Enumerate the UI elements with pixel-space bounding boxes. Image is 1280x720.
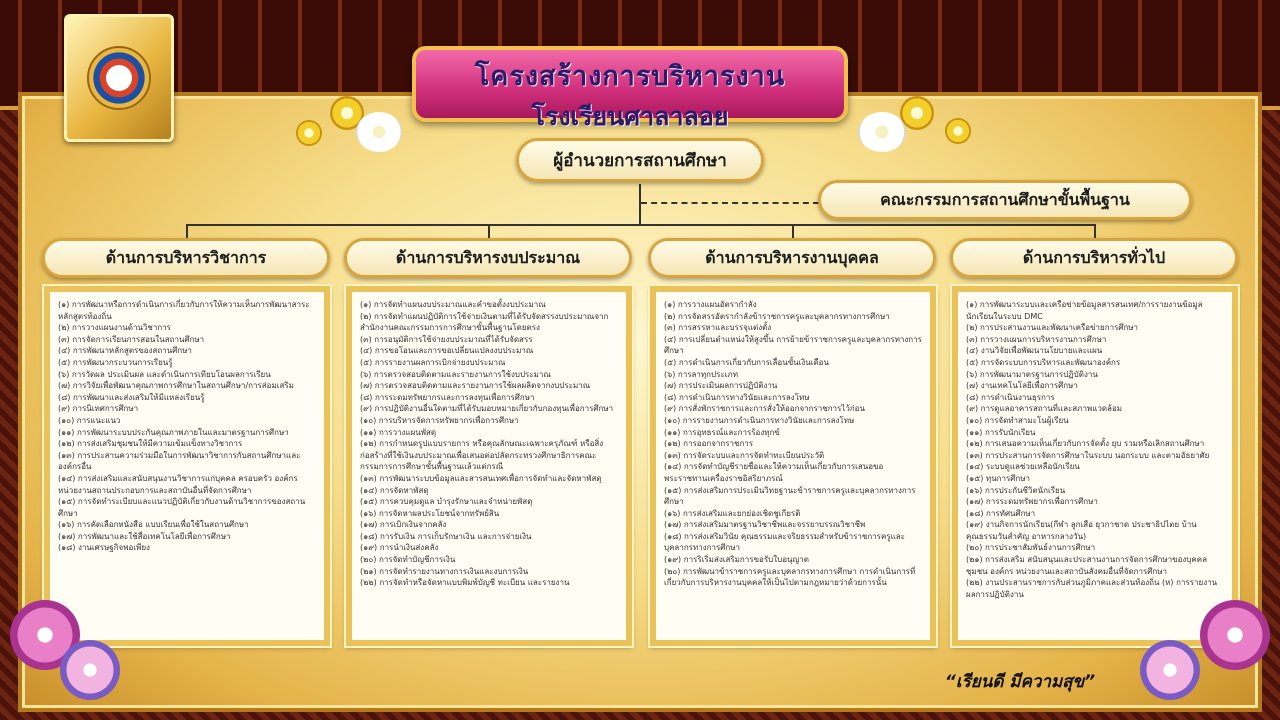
duty-item: (๑๗) การส่งเสริมมาตรฐานวิชาชีพและจรรยาบรรณวิชาชีพ xyxy=(664,520,866,530)
duty-item: (๙) การดูแลอาคารสถานที่และสภาพแวดล้อม xyxy=(966,404,1123,414)
duty-item: (๔) งานวิจัยเพื่อพัฒนานโยบายและแผน xyxy=(966,346,1103,356)
duty-item: (๘) การระดมทรัพยากรและการลงทุนเพื่อการศึกษา xyxy=(360,392,535,402)
flower-bouquet-icon xyxy=(60,640,120,700)
duty-item: (๓) การสรรหาและบรรจุแต่งตั้ง xyxy=(664,323,772,333)
department-header-budget: ด้านการบริหารงบประมาณ xyxy=(344,238,632,278)
duty-item: (๑๘) งานเศรษฐกิจพอเพียง xyxy=(58,543,150,553)
duty-item: (๑๐) การจัดทำสามะโนผู้เรียน xyxy=(966,415,1069,425)
duty-item: (๖) การลาทุกประเภท xyxy=(664,369,738,379)
duty-item: (๑๗) การระดมทรัพยากรเพื่อการศึกษา xyxy=(966,497,1098,507)
duty-item: (๘) การพัฒนาและส่งเสริมให้มีแหล่งเรียนรู้ xyxy=(58,392,205,402)
yellow-flower-icon xyxy=(900,96,934,130)
department-header-academic: ด้านการบริหารวิชาการ xyxy=(42,238,330,278)
school-motto: “เรียนดี มีความสุข” xyxy=(944,672,1096,692)
duty-item: (๑) การวางแผนอัตรากำลัง xyxy=(664,300,757,309)
duty-item: (๑) การพัฒนาระบบและเครือข่ายข้อมูลสารสนเทศ/การรายงานข้อมูลนักเรียนในระบบ DMC xyxy=(966,300,1203,321)
duty-item: (๑๘) การรับเงิน การเก็บรักษาเงิน และการจ่ายเงิน xyxy=(360,531,532,541)
duty-item: (๑๙) การริเริ่มส่งเสริมการขอรับใบอนุญาต xyxy=(664,555,809,565)
duty-item: (๑๐) การบริหารจัดการทรัพยากรเพื่อการศึกษา xyxy=(360,415,519,425)
duty-item: (๑๔) ระบบดูแลช่วยเหลือนักเรียน xyxy=(966,462,1080,472)
general-duties-panel xyxy=(952,286,1238,646)
duty-item: (๑๗) การพัฒนาและใช้สื่อเทคโนโลยีเพื่อการศึกษา xyxy=(58,531,231,541)
duty-item: (๑๖) การประกันชีวิตนักเรียน xyxy=(966,485,1066,495)
duty-item: (๑๓) การประสานความร่วมมือในการพัฒนาวิชาการกับสถานศึกษาและองค์กรอื่น xyxy=(58,450,301,472)
duty-item: (๙) การนิเทศการศึกษา xyxy=(58,404,139,414)
duty-item: (๖) การพัฒนามาตรฐานการปฏิบัติงาน xyxy=(966,369,1098,379)
yellow-flower-icon xyxy=(945,118,971,144)
duty-item: (๖) การตรวจสอบติดตามและรายงานการใช้งบประมาณ xyxy=(360,369,551,379)
duty-item: (๕) การดำเนินการเกี่ยวกับการเลื่อนขั้นเงินเดือน xyxy=(664,357,829,367)
personnel-duties-panel xyxy=(650,286,936,646)
flower-bouquet-icon xyxy=(1140,640,1200,700)
duty-item: (๑๖) การคัดเลือกหนังสือ แบบเรียนเพื่อใช้ในสถานศึกษา xyxy=(58,520,249,530)
duty-item: (๗) การประเมินผลการปฏิบัติงาน xyxy=(664,381,778,391)
duty-item: (๒๒) งานประสานราชการกับส่วนภูมิภาคและส่วนท้องถิ่น (ห) การรายงานผลการปฏิบัติงาน xyxy=(966,578,1218,599)
duty-item: (๒) การวางแผนงานด้านวิชาการ xyxy=(58,323,171,333)
school-name: โรงเรียนศาลาลอย xyxy=(531,102,729,131)
connector-line xyxy=(639,184,641,224)
duty-item: (๑๔) การจัดหาพัสดุ xyxy=(360,485,429,495)
duty-item: (๑๘) การส่งเสริมวินัย คุณธรรมและจริยธรรมสำหรับข้าราชการครูและบุคลากรทางการศึกษา xyxy=(664,531,905,553)
duty-item: (๓) การอนุมัติการใช้จ่ายงบประมาณที่ได้รับจัดสรร xyxy=(360,334,533,344)
duty-item: (๑๒) การกำหนดรูปแบบรายการ หรือคุณลักษณะเฉพาะครุภัณฑ์ หรือสิ่งก่อสร้างที่ใช้เงินงบประมาณเพื่อเสนอต่อปลัดกระทรวงศึกษาธิการคณะกรรมการการศึกษาขั้นพื้นฐานแล้วแต่กรณี xyxy=(360,439,604,472)
duty-item: (๑๖) การส่งเสริมและยกย่องเชิดชูเกียรติ xyxy=(664,508,801,518)
school-logo xyxy=(64,14,174,142)
duty-item: (๑) การพัฒนาหรือการดำเนินการเกี่ยวกับการให้ความเห็นการพัฒนาสาระหลักสูตรท้องถิ่น xyxy=(58,300,310,321)
duty-list xyxy=(966,299,1224,600)
duty-item: (๖) การวัดผล ประเมินผล และดำเนินการเทียบโอนผลการเรียน xyxy=(58,369,271,379)
duty-item: (๒) การจัดทำแผนปฏิบัติการใช้จ่ายเงินตามที่ได้รับจัดสรรงบประมาณจากสำนักงานคณะกรรมการการศึกษาขั้นพื้นฐานโดยตรง xyxy=(360,311,609,333)
duty-item: (๘) การดำเนินการทางวินัยและการลงโทษ xyxy=(664,392,810,402)
duty-item: (๑) การจัดทำแผนงบประมาณและคำขอตั้งงบประมาณ xyxy=(360,300,546,309)
committee-box: คณะกรรมการสถานศึกษาขั้นพื้นฐาน xyxy=(818,180,1192,220)
duty-item: (๕) การจัดระบบการบริหารและพัฒนาองค์กร xyxy=(966,357,1121,367)
duty-item: (๒๑) การส่งเสริม สนับสนุนและประสานงานการจัดการศึกษาของบุคคล ชุมชน องค์กร หน่วยงานและสถาบันสังคมอื่นที่จัดการศึกษา xyxy=(966,555,1207,576)
duty-item: (๔) การเปลี่ยนตำแหน่งให้สูงขึ้น การย้ายข้าราชการครูและบุคลากรทางการศึกษา xyxy=(664,334,922,356)
duty-item: (๑๒) การออกจากราชการ xyxy=(664,439,754,449)
duty-item: (๑๓) การพัฒนาระบบข้อมูลและสารสนเทศเพื่อการจัดทำและจัดหาพัสดุ xyxy=(360,473,602,483)
page-title: โครงสร้างการบริหารงาน xyxy=(474,61,786,92)
duty-item: (๕) การรายงานผลการเบิกจ่ายงบประมาณ xyxy=(360,357,506,367)
duty-item: (๔) การพัฒนาหลักสูตรของสถานศึกษา xyxy=(58,346,192,356)
connector-line xyxy=(186,224,1096,226)
director-box: ผู้อำนวยการสถานศึกษา xyxy=(516,138,764,182)
duty-item: (๗) งานเทคโนโลยีเพื่อการศึกษา xyxy=(966,381,1078,391)
duty-item: (๑๑) การรับนักเรียน xyxy=(966,427,1036,437)
duty-item: (๑๒) การส่งเสริมชุมชนให้มีความเข้มแข็งทางวิชาการ xyxy=(58,439,243,449)
duty-item: (๒๐) การจัดทำบัญชีการเงิน xyxy=(360,555,456,565)
duty-item: (๑๑) การวางแผนพัสดุ xyxy=(360,427,437,437)
school-emblem-icon xyxy=(87,46,151,110)
duty-item: (๑๐) การแนะแนว xyxy=(58,415,121,425)
duty-item: (๑๔) การส่งเสริมและสนับสนุนงานวิชาการแก่บุคคล ครอบครัว องค์กร หน่วยงานสถานประกอบการและสถาบันอื่นที่จัดการศึกษา xyxy=(58,473,298,495)
white-flower-icon xyxy=(858,112,906,152)
duty-item: (๗) การวิจัยเพื่อพัฒนาคุณภาพการศึกษาในสถานศึกษา/การส่อมเสริม xyxy=(58,381,294,391)
duty-item: (๗) การตรวจสอบติดตามและรายงานการใช้ผลผลิตจากงบประมาณ xyxy=(360,381,591,391)
duty-item: (๑๑) การอุทธรณ์และการร้องทุกข์ xyxy=(664,427,780,437)
duty-item: (๑๕) การส่งเสริมการประเมินวิทยฐานะข้าราชการครูและบุคลากรทางการศึกษา xyxy=(664,485,916,507)
duty-list xyxy=(664,299,922,589)
duty-item: (๑๘) การทัศนศึกษา xyxy=(966,508,1036,518)
duty-item: (๘) การดำเนินงานธุรการ xyxy=(966,392,1055,402)
duty-item: (๑๑) การพัฒนาระบบประกันคุณภาพภายในและมาตรฐานการศึกษา xyxy=(58,427,289,437)
duty-item: (๒) การจัดสรรอัตรากำลังข้าราชการครูและบุคลากรทางการศึกษา xyxy=(664,311,890,321)
duty-item: (๑๕) การควบคุมดูแล บำรุงรักษาและจำหน่ายพัสดุ xyxy=(360,497,533,507)
duty-item: (๒๐) การประชาสัมพันธ์งานการศึกษา xyxy=(966,543,1096,553)
duty-item: (๒๑) การจัดทำรายงานทางการเงินและงบการเงิน xyxy=(360,566,529,576)
duty-item: (๑๖) การจัดหาผลประโยชน์จากทรัพย์สิน xyxy=(360,508,500,518)
duty-item: (๑๗) การเบิกเงินจากคลัง xyxy=(360,520,447,530)
duty-item: (๒๐) การพัฒนาข้าราชการครูและบุคลากรทางการศึกษา การดำเนินการที่เกี่ยวกับการบริหารงานบุคคลให้เป็นไปตามกฎหมายว่าด้วยการนั้น xyxy=(664,566,916,588)
duty-item: (๓) การวางแผนการบริหารงานการศึกษา xyxy=(966,334,1107,344)
academic-duties-panel xyxy=(44,286,330,646)
department-header-personnel: ด้านการบริหารงานบุคคล xyxy=(648,238,936,278)
duty-item: (๑๕) ทุนการศึกษา xyxy=(966,473,1030,483)
duty-item: (๑๒) การเสนอความเห็นเกี่ยวกับการจัดตั้ง ยุบ รวมหรือเลิกสถานศึกษา xyxy=(966,439,1205,449)
title-banner xyxy=(412,46,848,131)
budget-duties-panel xyxy=(346,286,632,646)
dashed-connector xyxy=(641,202,819,204)
duty-item: (๑๐) การรายงานการดำเนินการทางวินัยและการลงโทษ xyxy=(664,415,855,425)
duty-item: (๓) การจัดการเรียนการสอนในสถานศึกษา xyxy=(58,334,205,344)
duty-item: (๙) การปฏิบัติงานอื่นใดตามที่ได้รับมอบหมายเกี่ยวกับกองทุนเพื่อการศึกษา xyxy=(360,404,614,414)
department-header-general: ด้านการบริหารทั่วไป xyxy=(950,238,1238,278)
duty-item: (๑๙) การนำเงินส่งคลัง xyxy=(360,543,439,553)
duty-item: (๒) การประสานงานและพัฒนาเครือข่ายการศึกษา xyxy=(966,323,1139,333)
duty-list xyxy=(360,299,618,589)
duty-list xyxy=(58,299,316,554)
duty-item: (๕) การพัฒนากระบวนการเรียนรู้ xyxy=(58,357,173,367)
duty-item: (๑๕) การจัดทำระเบียบและแนวปฏิบัติเกี่ยวกับงานด้านวิชาการของสถานศึกษา xyxy=(58,497,306,518)
flower-bouquet-icon xyxy=(1200,600,1270,670)
white-flower-icon xyxy=(356,112,402,152)
duty-item: (๑๓) การประสานการจัดการศึกษาในระบบ นอกระบบ และตามอัธยาศัย xyxy=(966,450,1210,460)
duty-item: (๑๔) การจัดทำบัญชีรายชื่อและให้ความเห็นเกี่ยวกับการเสนอขอพระราชทานเครื่องราชอิสริยาภรณ์ xyxy=(664,462,884,483)
duty-item: (๔) การขอโอนและการขอเปลี่ยนแปลงงบประมาณ xyxy=(360,346,534,356)
duty-item: (๒๒) การจัดทำหรือจัดหาแบบพิมพ์บัญชี ทะเบียน และรายงาน xyxy=(360,578,570,588)
yellow-flower-icon xyxy=(296,120,322,146)
duty-item: (๑๙) งานกิจการนักเรียน(กีฬา ลูกเสือ ยุวกาชาด ประชาธิปไตย บ้านคุณธรรมวันสำคัญ อาหารกลางวัน) xyxy=(966,520,1197,541)
duty-item: (๑๓) การจัดระบบและการจัดทำทะเบียนประวัติ xyxy=(664,450,825,460)
duty-item: (๙) การสั่งพักราชการและการสั่งให้ออกจากราชการไว้ก่อน xyxy=(664,404,865,414)
